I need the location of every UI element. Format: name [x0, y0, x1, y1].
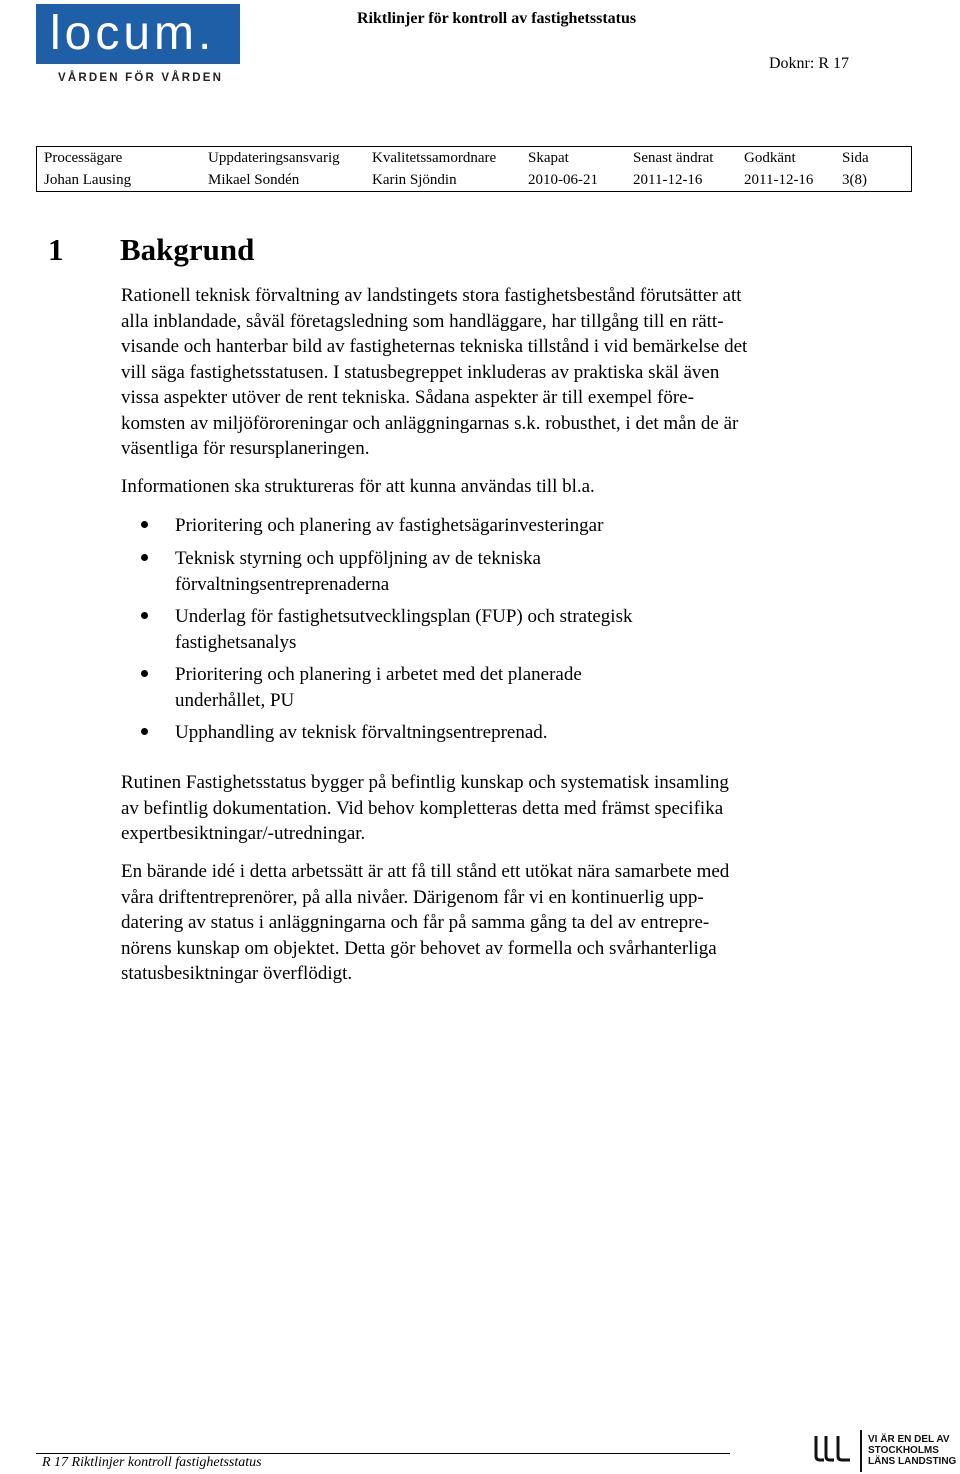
document-number: Doknr: R 17 [769, 55, 849, 72]
meta-label: Kvalitetssamordnare [372, 150, 497, 166]
sll-logo-text [868, 1434, 956, 1467]
intro-paragraph [121, 283, 881, 462]
list-item [121, 546, 881, 597]
meta-cell-update-owner [201, 147, 365, 191]
footer-text: R 17 Riktlinjer kontroll fastighetsstatus [42, 1455, 262, 1470]
text-line: av befintlig dokumentation. Vid behov kompletteras detta med främst specifika [121, 797, 724, 819]
text-line: nörens kunskap om objektet. Detta gör behovet av formella och svårhanterliga [121, 937, 717, 959]
text-line: datering av status i anläggningarna och får på samma gång ta del av entrepre- [121, 912, 710, 933]
sll-line: STOCKHOLMS [868, 1445, 939, 1456]
meta-value: 2011-12-16 [633, 172, 703, 188]
text-line: våra driftentreprenörer, på alla nivåer. Därigenom får vi en kontinuerlig upp- [121, 886, 704, 908]
text-line: vill säga fastighetsstatusen. I statusbegreppet inkluderas av praktiska skäl även [121, 361, 720, 383]
meta-cell-page [835, 147, 911, 191]
sll-line: LÄNS LANDSTING [868, 1456, 957, 1467]
bullet-icon [141, 728, 148, 735]
bullet-icon [141, 612, 148, 619]
text-line: visande och hanterbar bild av fastigheternas tekniska tillstånd i vid bemärkelse det [121, 336, 748, 357]
list-item-text: Prioritering och planering i arbetet med det planerade [175, 664, 582, 685]
document-title: Riktlinjer för kontroll av fastighetsstatus [357, 10, 637, 27]
list-item-text: Upphandling av teknisk förvaltningsentreprenad. [175, 722, 548, 743]
list-item [121, 662, 881, 713]
meta-cell-approved [737, 147, 835, 191]
list-item-text: fastighetsanalys [175, 631, 297, 653]
meta-cell-created [521, 147, 626, 191]
meta-value: 3(8) [842, 172, 867, 188]
meta-label: Senast ändrat [633, 150, 714, 166]
list-item-text: förvaltningsentreprenaderna [175, 573, 390, 595]
sll-logo-icon [812, 1432, 854, 1464]
list-item-text: underhållet, PU [175, 689, 295, 711]
meta-value: Karin Sjöndin [372, 172, 457, 188]
info-lead-paragraph [121, 474, 881, 500]
text-line: En bärande idé i detta arbetssätt är att få till stånd ett utökat nära samarbete med [121, 861, 730, 882]
sll-line: VI ÄR EN DEL AV [868, 1434, 950, 1445]
meta-cell-process-owner [37, 147, 201, 191]
list-item [121, 604, 881, 655]
text-line: alla inblandade, såväl företagsledning som handläggare, har tillgång till en rätt- [121, 310, 724, 332]
list-item [121, 720, 881, 746]
logo-wordmark: locum. [50, 7, 216, 60]
text-line: komsten av miljöföroreningar och anläggningarnas s.k. robusthet, i det mån de är [121, 412, 739, 434]
section-number: 1 [48, 232, 64, 267]
text-line: Rationell teknisk förvaltning av landstingets stora fastighetsbestånd förutsätter att [121, 285, 742, 306]
list-item [121, 513, 881, 539]
footer-divider [36, 1453, 730, 1454]
sll-logo-divider [860, 1430, 862, 1472]
list-item-text: Teknisk styrning och uppföljning av de tekniska [175, 548, 541, 569]
text-line: väsentliga för resursplaneringen. [121, 438, 370, 459]
list-item-text: Underlag för fastighetsutvecklingsplan (FUP) och strategisk [175, 606, 633, 627]
text-line: statusbesiktningar överflödigt. [121, 963, 353, 984]
bullet-icon [141, 521, 148, 528]
meta-label: Godkänt [744, 150, 796, 166]
text-line: expertbesiktningar/-utredningar. [121, 823, 366, 844]
locum-logo [36, 4, 240, 64]
meta-value: 2010-06-21 [528, 172, 598, 188]
text-line: vissa aspekter utöver de rent tekniska. Sådana aspekter är till exempel före- [121, 387, 694, 408]
text-line: Rutinen Fastighetsstatus bygger på befintlig kunskap och systematisk insamling [121, 772, 729, 793]
meta-label: Processägare [44, 150, 123, 166]
meta-label: Sida [842, 150, 869, 166]
section-heading [48, 232, 254, 268]
routine-paragraph [121, 770, 881, 847]
meta-value: 2011-12-16 [744, 172, 814, 188]
meta-value: Mikael Sondén [208, 172, 300, 188]
bullet-icon [141, 670, 148, 677]
meta-cell-last-changed [626, 147, 737, 191]
text-line: Informationen ska struktureras för att kunna användas till bl.a. [121, 476, 595, 497]
meta-label: Uppdateringsansvarig [208, 150, 340, 166]
meta-cell-quality-coordinator [365, 147, 521, 191]
meta-value: Johan Lausing [44, 172, 132, 188]
section-title: Bakgrund [120, 232, 255, 267]
logo-tagline: VÅRDEN FÖR VÅRDEN [58, 72, 224, 84]
list-item-text: Prioritering och planering av fastighetsägarinvesteringar [175, 515, 604, 536]
bullet-icon [141, 554, 148, 561]
idea-paragraph [121, 859, 881, 987]
document-meta-table [36, 146, 912, 192]
meta-label: Skapat [528, 150, 569, 166]
